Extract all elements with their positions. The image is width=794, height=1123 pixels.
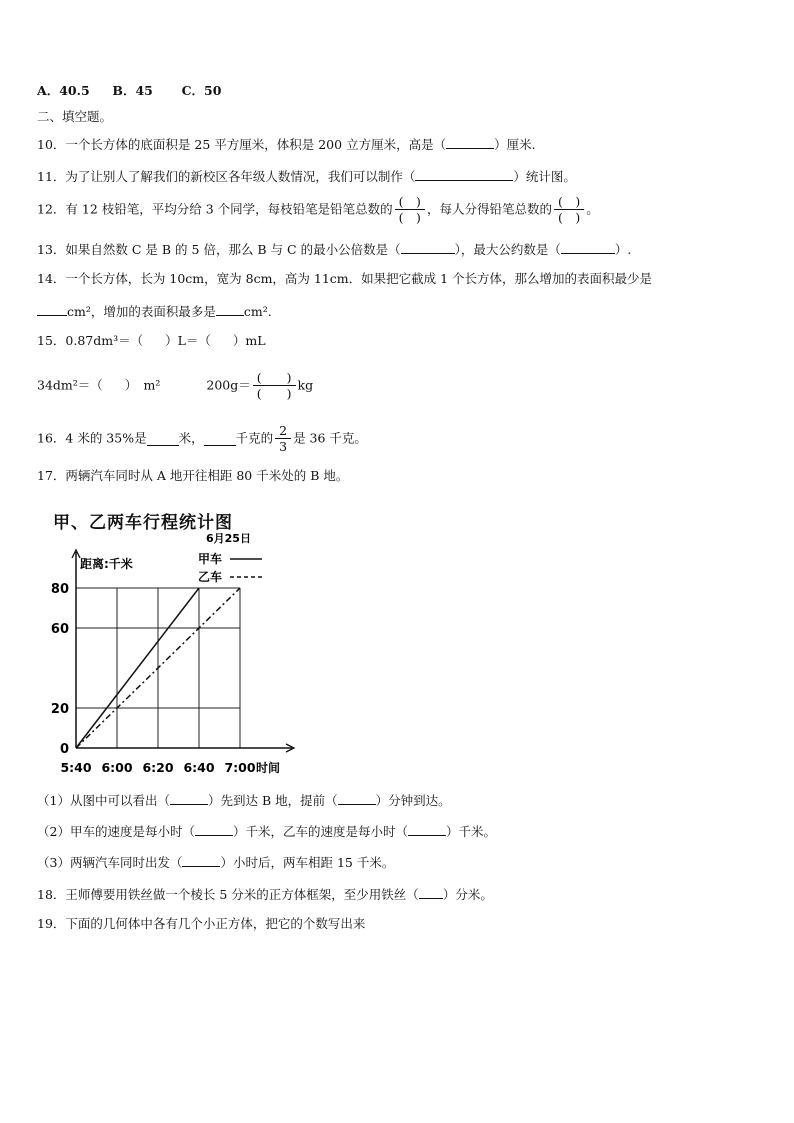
answer-blank[interactable] <box>147 432 179 446</box>
fraction-blank[interactable]: $\frac{( )}{( )}$ <box>395 194 425 225</box>
answer-blank[interactable] <box>561 240 615 254</box>
answer-blank[interactable] <box>415 167 513 181</box>
choices-line <box>37 83 221 99</box>
answer-blank[interactable] <box>204 432 236 446</box>
question-11: 11．为了让别人了解我们的新校区各年级人数情况，我们可以制作（ ）统计图。 <box>37 169 576 184</box>
y-tick-label: 60 <box>50 622 69 637</box>
question-19: 19．下面的几何体中各有几个小正方体，把它的个数写出来 <box>37 916 366 931</box>
choice-a: A．40.5 <box>37 83 90 98</box>
question-17-1: （1）从图中可以看出（ ）先到达 B 地，提前（ ）分钟到达。 <box>37 793 451 808</box>
legend-label: 甲车 <box>198 552 223 566</box>
question-15-line2: 34dm²＝（ ） m² 200g＝ $\frac{( )}{( )}$ kg <box>37 370 314 401</box>
fraction-two-thirds: $\frac{2}{3}$ <box>275 423 291 454</box>
legend-label: 乙车 <box>198 570 223 584</box>
fraction-blank[interactable]: $\frac{( )}{( )}$ <box>554 194 584 225</box>
question-12: 12．有 12 枝铅笔，平均分给 3 个同学，每枝铅笔是铅笔总数的 $\frac{( )}{( )}$ ，每人分得铅笔总数的 $\frac{( )}{( )}$ 。 <box>37 194 599 225</box>
travel-line-chart <box>30 530 330 780</box>
series-line-jia <box>76 588 199 748</box>
answer-blank[interactable] <box>408 822 446 836</box>
chart-date: 6月25日 <box>206 532 251 545</box>
question-13: 13．如果自然数 C 是 B 的 5 倍，那么 B 与 C 的最小公倍数是（ ），最大公约数是（ ）. <box>37 242 632 257</box>
x-axis-label: 时间 <box>256 761 281 775</box>
answer-blank[interactable] <box>170 791 208 805</box>
answer-blank[interactable] <box>37 302 67 316</box>
y-axis-label: 距离:千米 <box>80 557 133 571</box>
y-tick-label: 0 <box>59 742 69 757</box>
x-tick-label: 6:00 <box>101 760 133 775</box>
answer-blank[interactable] <box>182 853 220 867</box>
question-14-line1: 14．一个长方体，长为 10cm，宽为 8cm，高为 11cm．如果把它截成 1 个长方体，那么增加的表面积最少是 <box>37 271 653 286</box>
fraction-blank[interactable]: $\frac{( )}{( )}$ <box>253 370 296 401</box>
answer-blank[interactable] <box>446 135 494 149</box>
x-tick-label: 6:40 <box>183 760 215 775</box>
question-10: 10．一个长方体的底面积是 25 平方厘米，体积是 200 立方厘米，高是（ ）厘米. <box>37 137 536 152</box>
choice-c: C．50 <box>181 83 222 98</box>
question-14-line2: cm²，增加的表面积最多是 cm². <box>37 302 272 320</box>
x-tick-label: 5:40 <box>60 760 92 775</box>
question-15-line1: 15．0.87dm³＝（ ）L＝（ ）mL <box>37 333 266 348</box>
answer-blank[interactable] <box>338 791 376 805</box>
answer-blank[interactable] <box>419 885 443 899</box>
answer-blank[interactable] <box>195 822 233 836</box>
answer-blank[interactable] <box>216 302 244 316</box>
section-title: 二、填空题。 <box>37 109 113 124</box>
question-16: 16．4 米的 35%是 米， 千克的 $\frac{2}{3}$ 是 36 千克。 <box>37 423 367 454</box>
choice-b: B．45 <box>112 83 153 98</box>
question-17-2: （2）甲车的速度是每小时（ ）千米，乙车的速度是每小时（ ）千米。 <box>37 824 496 839</box>
answer-blank[interactable] <box>401 240 455 254</box>
y-tick-label: 20 <box>50 702 69 717</box>
x-tick-label: 7:00 <box>224 760 256 775</box>
y-tick-label: 80 <box>50 582 69 597</box>
x-tick-label: 6:20 <box>142 760 174 775</box>
question-18: 18．王师傅要用铁丝做一个棱长 5 分米的正方体框架，至少用铁丝（ ）分米。 <box>37 887 493 902</box>
question-17-3: （3）两辆汽车同时出发（ ）小时后，两车相距 15 千米。 <box>37 855 395 870</box>
question-17: 17．两辆汽车同时从 A 地开往相距 80 千米处的 B 地。 <box>37 468 349 483</box>
chart-title: 甲、乙两车行程统计图 <box>53 513 233 533</box>
